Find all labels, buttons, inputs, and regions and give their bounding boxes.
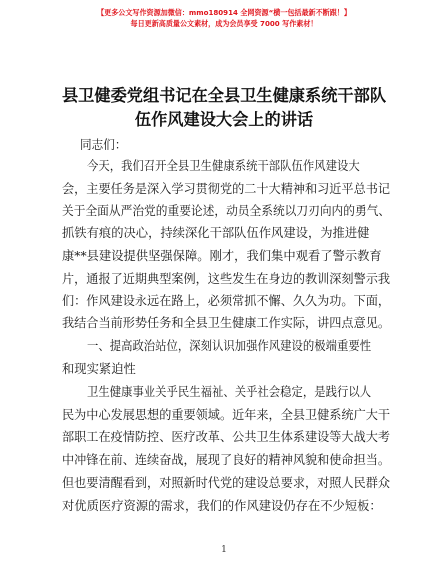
promo-banner-line-2: 每日更新高质量公文素材，成为会员享受 7000 写作素材！: [130, 19, 318, 28]
body-line: 中冲锋在前、连续奋战，展现了良好的精神风貌和使命担当。: [62, 453, 391, 467]
section-heading: 和现实紧迫性: [62, 362, 136, 376]
body-line: 康**县建设提供坚强保障。刚才，我们集中观看了警示教育: [62, 249, 382, 263]
body-line: 对优质医疗资源的需求，我们的作风建设仍存在不少短板：: [62, 499, 382, 513]
body-line: 片，通报了近期典型案例，这些发生在身边的教训深刻警示我: [62, 272, 391, 286]
body-line: 抓铁有痕的决心，持续深化干部队伍作风建设，为推进健: [62, 226, 370, 240]
body-line: 民为中心发展思想的重要领域。近年来，全县卫健系统广大干: [62, 408, 391, 422]
salutation: 同志们：: [80, 138, 127, 152]
body-line: 们：作风建设永远在路上，必须常抓不懈、久久为功。下面，: [62, 294, 391, 308]
section-heading: 一、提高政治站位，深刻认识加强作风建设的极端重要性: [87, 339, 372, 353]
body-line: 关于全面从严治党的重要论述，动员全系统以刀刃向内的勇气、: [62, 204, 391, 218]
body-line: 今天，我们召开全县卫生健康系统干部队伍作风建设大: [87, 159, 360, 173]
body-line: 我结合当前形势任务和全县卫生健康工作实际，讲四点意见。: [62, 316, 391, 330]
body-line: 部职工在疫情防控、医疗改革、公共卫生体系建设等大战大考: [62, 430, 391, 444]
document-title-line-1: 县卫健委党组书记在全县卫生健康系统干部队: [61, 86, 387, 105]
body-line: 卫生健康事业关乎民生福祉、关乎社会稳定，是践行以人: [87, 385, 372, 399]
page-number: 1: [221, 545, 227, 555]
document-title-line-2: 伍作风建设大会上的讲话: [134, 110, 314, 129]
body-line: 但也要清醒看到，对照新时代党的建设总要求，对照人民群众: [62, 476, 391, 490]
body-line: 会，主要任务是深入学习贯彻党的二十大精神和习近平总书记: [62, 182, 391, 196]
promo-banner-line-1: 【更多公文写作资源加微信：mmo180914 全网资源“横一包括最新不断跟！】: [97, 8, 351, 17]
